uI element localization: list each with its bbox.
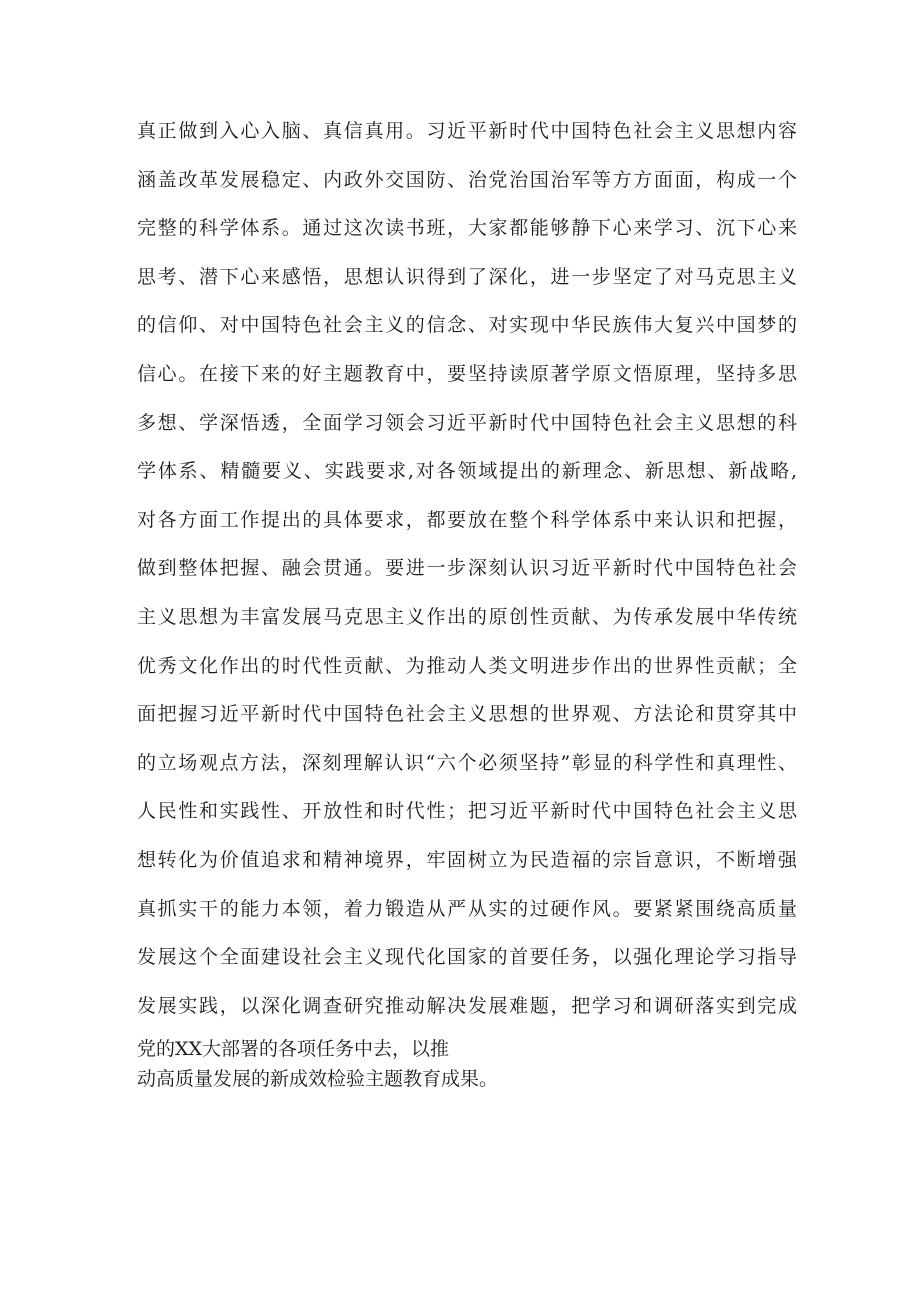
text-line-14: 的立场观点方法，深刻理解认识“六个必须坚持”彰显的科学性和真理性、 (137, 751, 797, 774)
text-line-10: 做到整体把握、融会贯通。要进一步深刻认识习近平新时代中国特色社会 (137, 557, 797, 580)
text-line-7: 多想、学深悟透，全面学习领会习近平新时代中国特色社会主义思想的科 (137, 411, 797, 434)
text-line-2: 涵盖改革发展稳定、内政外交国防、治党治国治军等方方面面，构成一个 (137, 168, 797, 191)
text-line-1: 真正做到入心入脑、真信真用。习近平新时代中国特色社会主义思想内容 (137, 120, 797, 142)
text-line-18: 发展这个全面建设社会主义现代化国家的首要任务，以强化理论学习指导 (137, 946, 797, 969)
text-line-3: 完整的科学体系。通过这次读书班，大家都能够静下心来学习、沉下心来 (137, 217, 797, 240)
text-line-11: 主义思想为丰富发展马克思主义作出的原创性贡献、为传承发展中华传统 (137, 605, 797, 628)
text-line-20: 党的XX大部署的各项任务中去，以推 (137, 1038, 450, 1061)
text-line-21: 动高质量发展的新成效检验主题教育成果。 (137, 1068, 499, 1091)
text-line-8: 学体系、精髓要义、实践要求,对各领域提出的新理念、新思想、新战略, (137, 460, 797, 483)
text-line-6: 信心。在接下来的好主题教育中，要坚持读原著学原文悟原理，坚持多思 (137, 362, 797, 385)
body-paragraph (137, 110, 797, 1097)
text-line-19: 发展实践，以深化调查研究推动解决发展难题，把学习和调研落实到完成 (137, 994, 797, 1017)
text-line-16: 想转化为价值追求和精神境界，牢固树立为民造福的宗旨意识，不断增强 (137, 848, 797, 871)
text-line-17: 真抓实干的能力本领，着力锻造从严从实的过硬作风。要紧紧围绕高质量 (137, 897, 797, 920)
text-line-9: 对各方面工作提出的具体要求，都要放在整个科学体系中来认识和把握， (137, 508, 797, 531)
text-line-5: 的信仰、对中国特色社会主义的信念、对实现中华民族伟大复兴中国梦的 (137, 314, 797, 337)
text-line-13: 面把握习近平新时代中国特色社会主义思想的世界观、方法论和贯穿其中 (137, 703, 797, 726)
text-line-4: 思考、潜下心来感悟，思想认识得到了深化，进一步坚定了对马克思主义 (137, 265, 797, 288)
text-line-15: 人民性和实践性、开放性和时代性；把习近平新时代中国特色社会主义思 (137, 800, 797, 823)
text-line-12: 优秀文化作出的时代性贡献、为推动人类文明进步作出的世界性贡献；全 (137, 654, 797, 677)
